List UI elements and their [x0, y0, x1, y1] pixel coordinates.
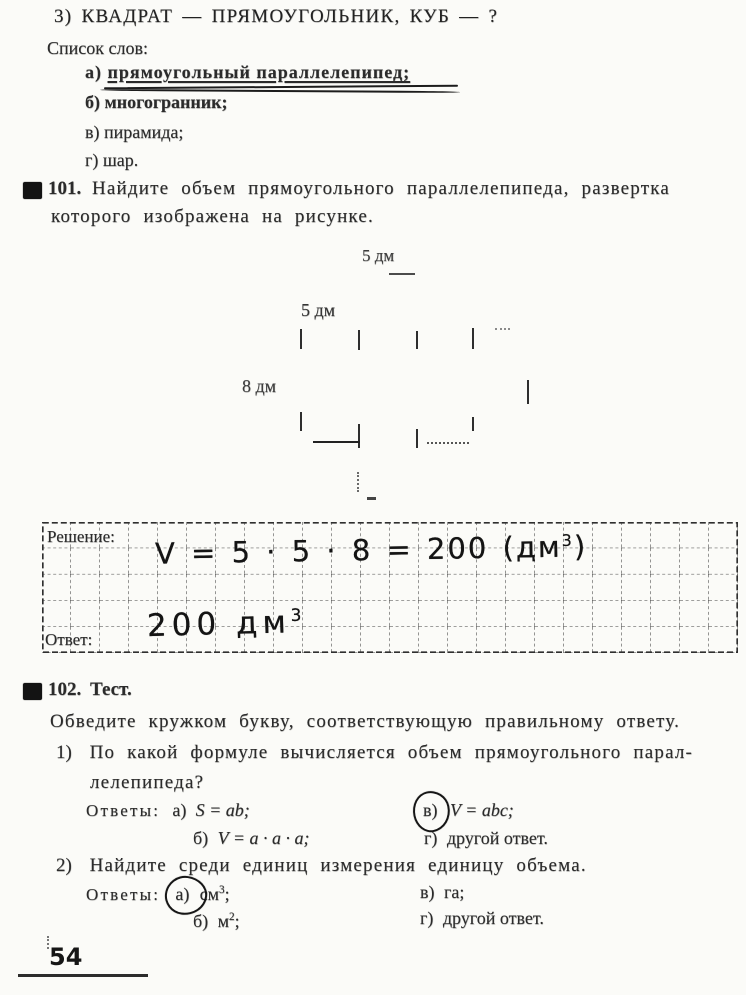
- option-formula-b: V = a · a · a;: [217, 828, 310, 848]
- problem101-text-line2: которого изображена на рисунке.: [51, 206, 374, 227]
- question3-heading: 3) КВАДРАТ — ПРЯМОУГОЛЬНИК, КУБ — ?: [54, 6, 499, 27]
- q2-options-row1-right: [420, 882, 464, 903]
- problem101-heading: [48, 178, 670, 200]
- word-list-title: Список слов:: [47, 38, 148, 58]
- net-tick: [416, 331, 418, 349]
- net-tick: [358, 330, 360, 350]
- problem101-text-line1: Найдите объем прямоугольного параллелепипеда, развертка: [92, 178, 670, 199]
- item-text: пирамида;: [104, 122, 184, 142]
- item-letter: а): [85, 62, 102, 82]
- problem101-number: 101.: [48, 178, 82, 199]
- net-tick: [300, 412, 302, 431]
- item-text: прямоугольный параллелепипед;: [107, 62, 411, 82]
- q1-options-row2-left: [193, 828, 309, 849]
- q1-text-line1: 1) По какой формуле вычисляется объем прямоугольного парал-: [56, 742, 694, 763]
- q2-number: 2): [56, 855, 72, 876]
- scan-artifact: [367, 497, 376, 500]
- problem102-instruction: Обведите кружком букву, соответствующую правильному ответу.: [50, 711, 681, 732]
- scan-artifact: [357, 472, 359, 492]
- net-side-width-label: 5 дм: [301, 300, 336, 320]
- option-letter-b: б): [193, 911, 209, 931]
- solution-label: Решение:: [47, 527, 115, 546]
- word-list-item-g: [85, 150, 138, 171]
- page-number: 54: [49, 943, 83, 971]
- net-bottom-edge: [313, 441, 360, 443]
- handwritten-solution: V = 5 · 5 · 8 = 200 $(дм^3)$: [154, 529, 588, 571]
- net-tick: [472, 417, 474, 431]
- net-label-dash: [389, 273, 415, 275]
- answer-label: Ответ:: [45, 630, 93, 649]
- net-faint-dots: [495, 328, 510, 330]
- handwritten-answer: 200 $дм^3$: [146, 604, 307, 645]
- problem-marker-square: [23, 182, 42, 199]
- item-text: многогранник;: [104, 92, 228, 112]
- net-top-width-label: 5 дм: [362, 246, 395, 265]
- option-formula-a: S = ab;: [195, 800, 250, 820]
- option-unit-b: $м^2$;: [217, 911, 240, 931]
- net-tick: [300, 329, 302, 349]
- option-text-g: другой ответ.: [442, 908, 544, 928]
- item-letter: б): [85, 92, 100, 112]
- net-tick-right: [527, 380, 529, 404]
- net-tick: [416, 429, 418, 448]
- option-formula-v: V = abc;: [450, 800, 514, 820]
- item-letter: в): [85, 122, 100, 142]
- word-list-item-a: [85, 62, 410, 83]
- option-letter-g: г): [424, 828, 438, 848]
- net-bottom-dashed-edge: [427, 442, 469, 444]
- option-letter-v: в): [420, 882, 435, 902]
- option-text-v: га;: [444, 882, 465, 902]
- option-letter-v: в): [423, 800, 438, 820]
- q1-text-line2: лелепипеда?: [90, 772, 205, 793]
- item-text: шар.: [102, 150, 139, 170]
- word-list-item-v: [85, 122, 183, 143]
- problem102-number: 102.: [48, 679, 82, 700]
- option-text-g: другой ответ.: [446, 828, 548, 848]
- problem102-title: Тест.: [90, 679, 132, 700]
- q1-options-row2-right: [424, 828, 548, 849]
- q2-options-row2-right: [420, 908, 544, 929]
- option-letter-a: а): [172, 800, 187, 820]
- answers-label: Ответы:: [86, 885, 161, 904]
- problem102-heading: [48, 679, 132, 701]
- q2-text: 2) Найдите среди единиц измерения единицу объема.: [56, 855, 587, 876]
- q2-options-row2-left: [193, 911, 240, 932]
- item-letter: г): [85, 150, 99, 170]
- net-tick: [472, 328, 474, 349]
- q2-options-row1-left: [86, 884, 230, 905]
- problem-marker-square: [23, 683, 42, 700]
- word-list-item-b: [85, 92, 228, 113]
- option-unit-a: $см^3$;: [199, 884, 230, 904]
- net-tick: [358, 424, 360, 448]
- option-letter-b: б): [193, 828, 209, 848]
- footer-rule: [18, 974, 148, 977]
- answers-label: Ответы:: [86, 801, 161, 820]
- option-letter-a: а): [175, 884, 190, 904]
- option-letter-g: г): [420, 908, 434, 928]
- net-height-label: 8 дм: [242, 376, 277, 396]
- q1-options-row1-left: [86, 800, 250, 821]
- q1-number: 1): [56, 742, 72, 763]
